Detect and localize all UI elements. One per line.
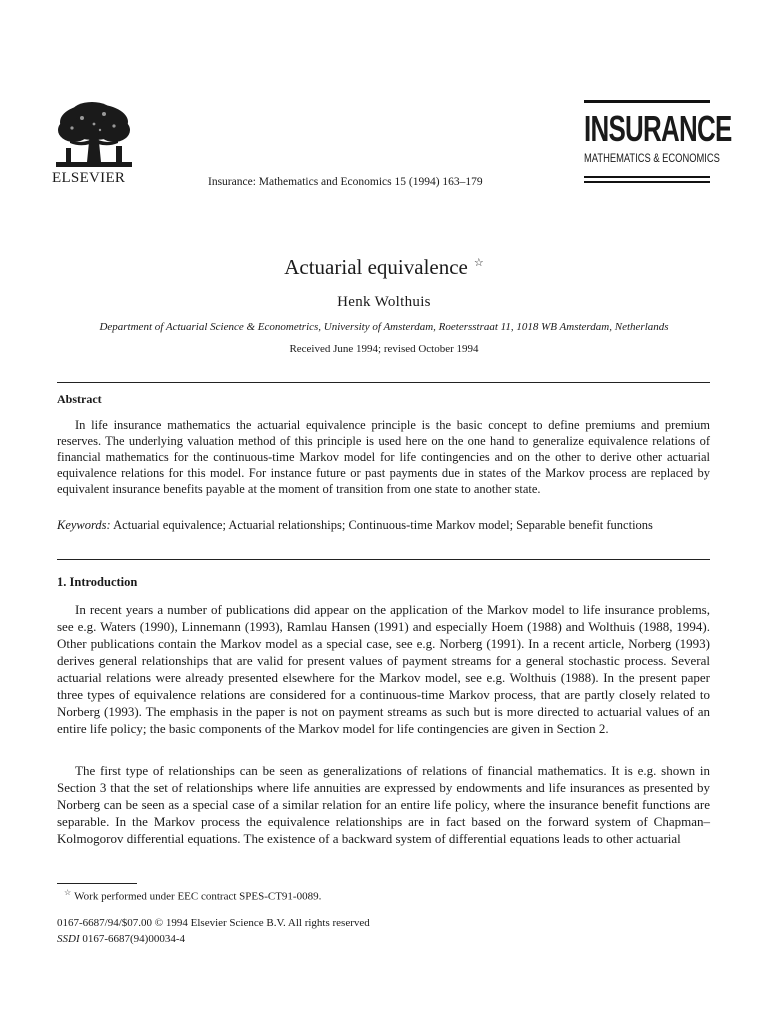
body-paragraph: In recent years a number of publications did appear on the application of the Markov model to life insurance problems, see e.g. Waters (1990), Linnemann (1993), Ramlau Hansen (1991) and especially Hoem (1988) and Wolthuis (1988, 1994). Other publications contain the Markov model as a special case, see e.g. Norberg (1991). In a recent article, Norberg (1993) derives general relationships that are valid for present values of payment streams for a general stochastic process. Several actuarial relations were already presented elsewhere for the Markov model, see e.g. Wolthuis (1988). In the present paper three types of equivalence relations are considered for a continuous-time Markov process, that are partly closely related to Norberg (1993). The emphasis in the paper is not on payment streams as such but is more directed to actuarial values of an entire life policy; the basic components of the Markov model for life contingencies are given in Section 2. (57, 602, 710, 736)
elsevier-tree-logo (52, 100, 136, 170)
author-affiliation: Department of Actuarial Science & Econometrics, University of Amsterdam, Roetersstraat 11, 1018 WB Amsterdam, Netherlands (99, 321, 669, 333)
body-paragraph: The first type of relationships can be seen as generalizations of relations of financial mathematics. It is e.g. shown in Section 3 that the set of relationships where life annuities are expressed by endowments and life insurances as presented by Norberg can be seen as a special case of a similar relation for an entire life policy, where the insurance benefit functions are separable. In the Markov process the equivalence relationships are in fact based on the forward system of Chapman–Kolmogorov differential equations. The existence of a backward system of differential equations leads to other actuarial (57, 763, 710, 846)
journal-logo-rule (584, 181, 710, 183)
article-title-text: Actuarial equivalence (284, 255, 468, 279)
journal-citation: Insurance: Mathematics and Economics 15 (1994) 163–179 (208, 176, 483, 188)
footnote-text: Work performed under EEC contract SPES-CT91-0089. (74, 890, 322, 903)
journal-logo-subtitle: MATHEMATICS & ECONOMICS (584, 151, 720, 165)
keywords-text: Actuarial equivalence; Actuarial relationships; Continuous-time Markov model; Separable benefit functions (113, 518, 653, 532)
journal-logo-rule (584, 100, 710, 103)
keywords (57, 517, 710, 533)
footnote-mark: ☆ (64, 888, 72, 897)
copyright-line: 0167-6687/94/$07.00 © 1994 Elsevier Science B.V. All rights reserved (57, 917, 370, 929)
abstract-heading: Abstract (57, 392, 102, 406)
author-name: Henk Wolthuis (337, 294, 431, 310)
footnote-rule (57, 883, 137, 884)
received-dates: Received June 1994; revised October 1994 (289, 343, 479, 355)
keywords-label: Keywords: (57, 518, 111, 532)
publisher-name: ELSEVIER (52, 170, 126, 186)
section-heading: 1. Introduction (57, 575, 138, 589)
ssdi-number: 0167-6687(94)00034-4 (82, 933, 186, 945)
article-title (0, 255, 768, 280)
ssdi-line (57, 933, 185, 945)
ssdi-label: SSDI (57, 933, 80, 945)
title-footnote-mark: ☆ (473, 257, 484, 269)
footnote (64, 888, 321, 903)
divider (57, 559, 710, 560)
journal-logo-word: INSURANCE (584, 108, 732, 149)
abstract-text: In life insurance mathematics the actuarial equivalence principle is the basic concept to define premiums and premium reserves. The underlying valuation method of this principle is used here on the one hand to generalize equivalence relations of financial mathematics for the continuous-time Markov model for life contingencies and on the other to derive other actuarial equivalence relations for this model. For instance future or past payments due in states of the Markov process are replaced by equivalent insurance benefits payable at the moment of transition from one state to another state. (57, 418, 710, 496)
journal-logo-rule (584, 176, 710, 178)
divider (57, 382, 710, 383)
